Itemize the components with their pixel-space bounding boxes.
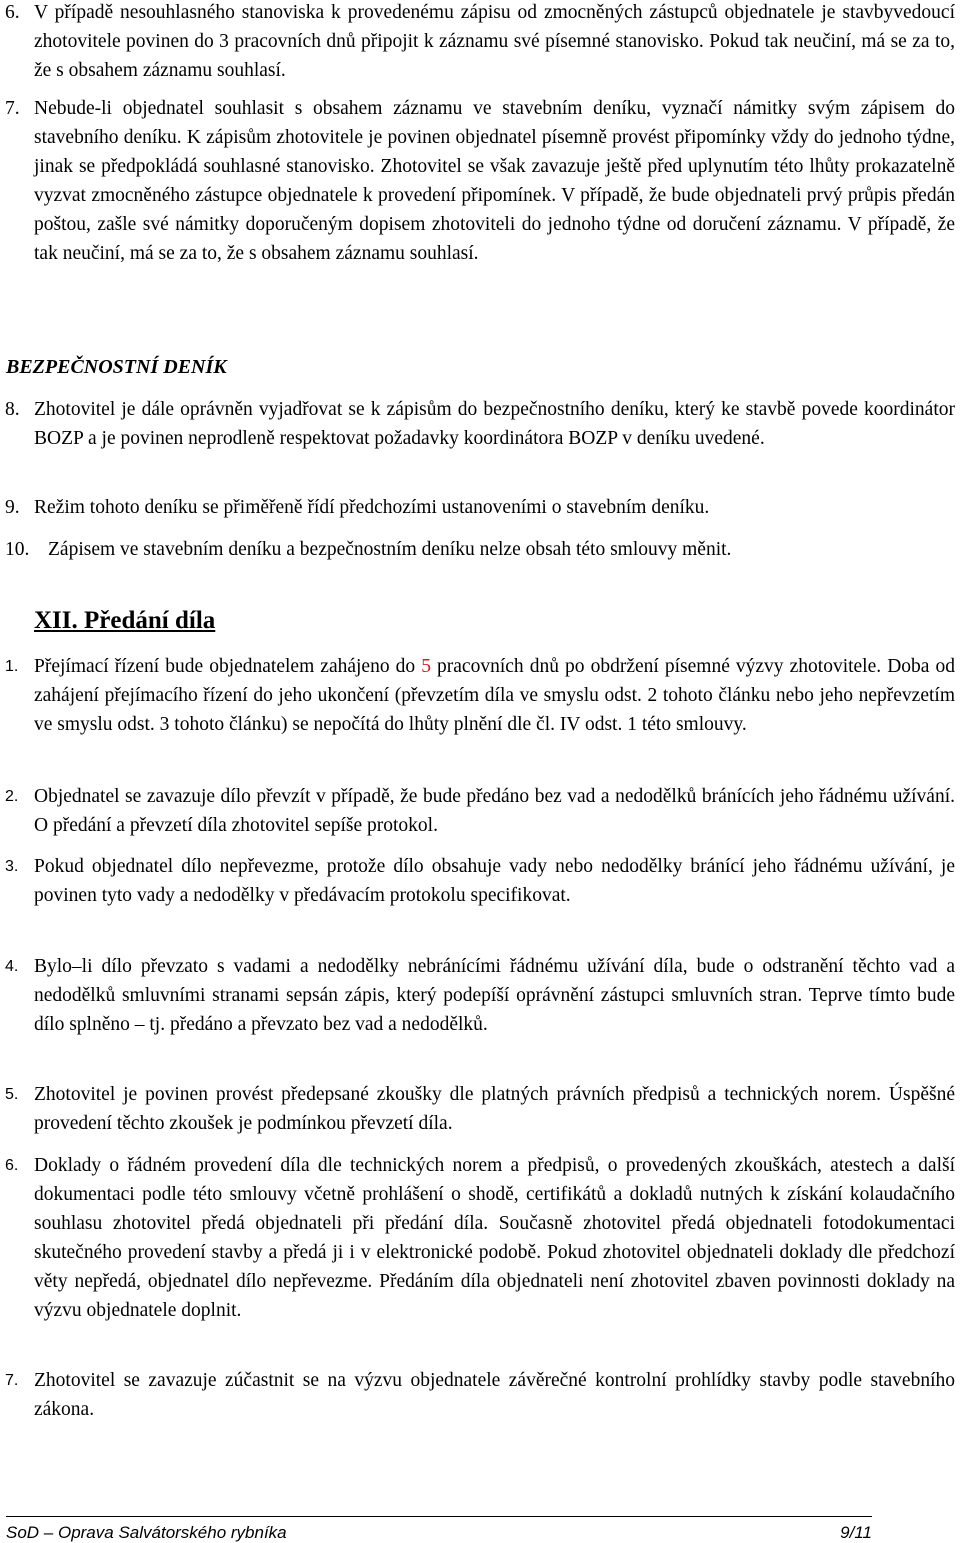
paragraph-text: Bylo–li dílo převzato s vadami a nedodělky nebránícími řádnému užívání díla, bude o odstranění těchto vad a nedodělků smluvními stranami sepsán zápis, který podepíší oprávnění zástupci smluvních stran. Teprve tímto bude dílo splněno – tj. předáno a převzato bez vad a nedodělků. (34, 956, 955, 1035)
paragraph-7 (5, 94, 955, 268)
handover-item-2 (5, 782, 955, 840)
paragraph-text: Zhotovitel je dále oprávněn vyjadřovat se k zápisům do bezpečnostního deníku, který ke stavbě povede koordinátor BOZP a je povinen neprodleně respektovat požadavky koordinátora BOZP v deníku uvedené. (34, 399, 955, 449)
paragraph-number: 7. (5, 1372, 19, 1389)
handover-item-5 (5, 1080, 955, 1138)
paragraph-number: 9. (5, 497, 20, 518)
highlighted-days: 5 (421, 656, 431, 677)
paragraph-text: Režim tohoto deníku se přiměřeně řídí předchozími ustanoveními o stavebním deníku. (34, 497, 710, 518)
footer-page-number: 9/11 (840, 1523, 872, 1542)
page-footer (6, 1516, 872, 1543)
paragraph-text: Pokud objednatel dílo nepřevezme, protože dílo obsahuje vady nebo nedodělky bránící jeho řádnému užívání, je povinen tyto vady a nedodělky v předávacím protokolu specifikovat. (34, 856, 955, 906)
paragraph-text (34, 652, 955, 739)
text-part: Přejímací řízení bude objednatelem zahájeno do (34, 656, 422, 677)
paragraph-text: Objednatel se zavazuje dílo převzít v případě, že bude předáno bez vad a nedodělků bránících jeho řádnému užívání. O předání a převzetí díla zhotovitel sepíše protokol. (34, 786, 955, 836)
paragraph-8 (5, 395, 955, 453)
footer-document-title: SoD – Oprava Salvátorského rybníka (6, 1523, 287, 1542)
paragraph-number: 6. (5, 2, 20, 23)
paragraph-number: 1. (5, 658, 19, 675)
paragraph-text: Doklady o řádném provedení díla dle technických norem a předpisů, o provedených zkouškách, atestech a další dokumentaci podle této smlouvy včetně prohlášení o shodě, certifikátů a dokladů nutných k získání kolaudačního souhlasu zhotovitel předá objednateli při předání díla. Současně zhotovitel předá objednateli fotodokumentaci skutečného provedení stavby a předá ji i v elektronické podobě. Pokud zhotovitel objednateli doklady dle předchozí věty nepředá, objednatel dílo nepřevezme. Předáním díla objednateli není zhotovitel zbaven povinnosti doklady na výzvu objednatele doplnit. (34, 1155, 955, 1321)
paragraph-text: Zápisem ve stavebním deníku a bezpečnostním deníku nelze obsah této smlouvy měnit. (48, 539, 732, 560)
paragraph-10 (5, 535, 955, 564)
section-title: XII. Předání díla (34, 607, 216, 634)
text-part: pracovních dnů po obdržení písemné výzvy zhotovitele. Doba od zahájení přejímacího řízení do jeho ukončení (převzetím díla ve smyslu odst. 2 tohoto článku nebo jeho nepřevzetím ve smyslu odst. 3 tohoto článku) se nepočítá do lhůty plnění dle čl. IV odst. 1 této smlouvy. (34, 656, 955, 735)
paragraph-text: Zhotovitel se zavazuje zúčastnit se na výzvu objednatele závěrečné kontrolní prohlídky stavby podle stavebního zákona. (34, 1370, 955, 1420)
safety-diary-heading: BEZPEČNOSTNÍ DENÍK (6, 356, 227, 378)
paragraph-number: 7. (5, 98, 20, 119)
paragraph-9 (5, 493, 955, 522)
paragraph-number: 5. (5, 1086, 19, 1103)
paragraph-text: Zhotovitel je povinen provést předepsané zkoušky dle platných právních předpisů a technických norem. Úspěšné provedení těchto zkoušek je podmínkou převzetí díla. (34, 1084, 955, 1134)
paragraph-text: V případě nesouhlasného stanoviska k provedenému zápisu od zmocněných zástupců objednatele je stavbyvedoucí zhotovitele povinen do 3 pracovních dnů připojit k záznamu své písemné stanovisko. Pokud tak neučiní, má se za to, že s obsahem záznamu souhlasí. (34, 2, 955, 81)
paragraph-6 (5, 0, 955, 85)
paragraph-number: 2. (5, 788, 19, 805)
handover-item-1 (5, 652, 955, 739)
paragraph-number: 8. (5, 399, 20, 420)
paragraph-text: Nebude-li objednatel souhlasit s obsahem záznamu ve stavebním deníku, vyznačí námitky svým zápisem do stavebního deníku. K zápisům zhotovitele je povinen objednatel písemně provést připomínky vždy do jednoho týdne, jinak se předpokládá souhlasné stanovisko. Zhotovitel se však zavazuje ještě před uplynutím této lhůty prokazatelně vyzvat zmocněného zástupce objednatele k provedení připomínek. V případě, že bude objednateli prvý průpis předán poštou, zašle své námitky doporučeným dopisem zhotoviteli do jednoho týdne od doručení záznamu. V případě, že tak neučiní, má se za to, že s obsahem záznamu souhlasí. (34, 98, 955, 264)
paragraph-number: 6. (5, 1157, 19, 1174)
paragraph-number: 10. (5, 539, 30, 560)
handover-item-4 (5, 952, 955, 1039)
paragraph-number: 3. (5, 858, 19, 875)
handover-item-6 (5, 1151, 955, 1325)
paragraph-number: 4. (5, 958, 19, 975)
handover-item-7 (5, 1366, 955, 1424)
handover-item-3 (5, 852, 955, 910)
